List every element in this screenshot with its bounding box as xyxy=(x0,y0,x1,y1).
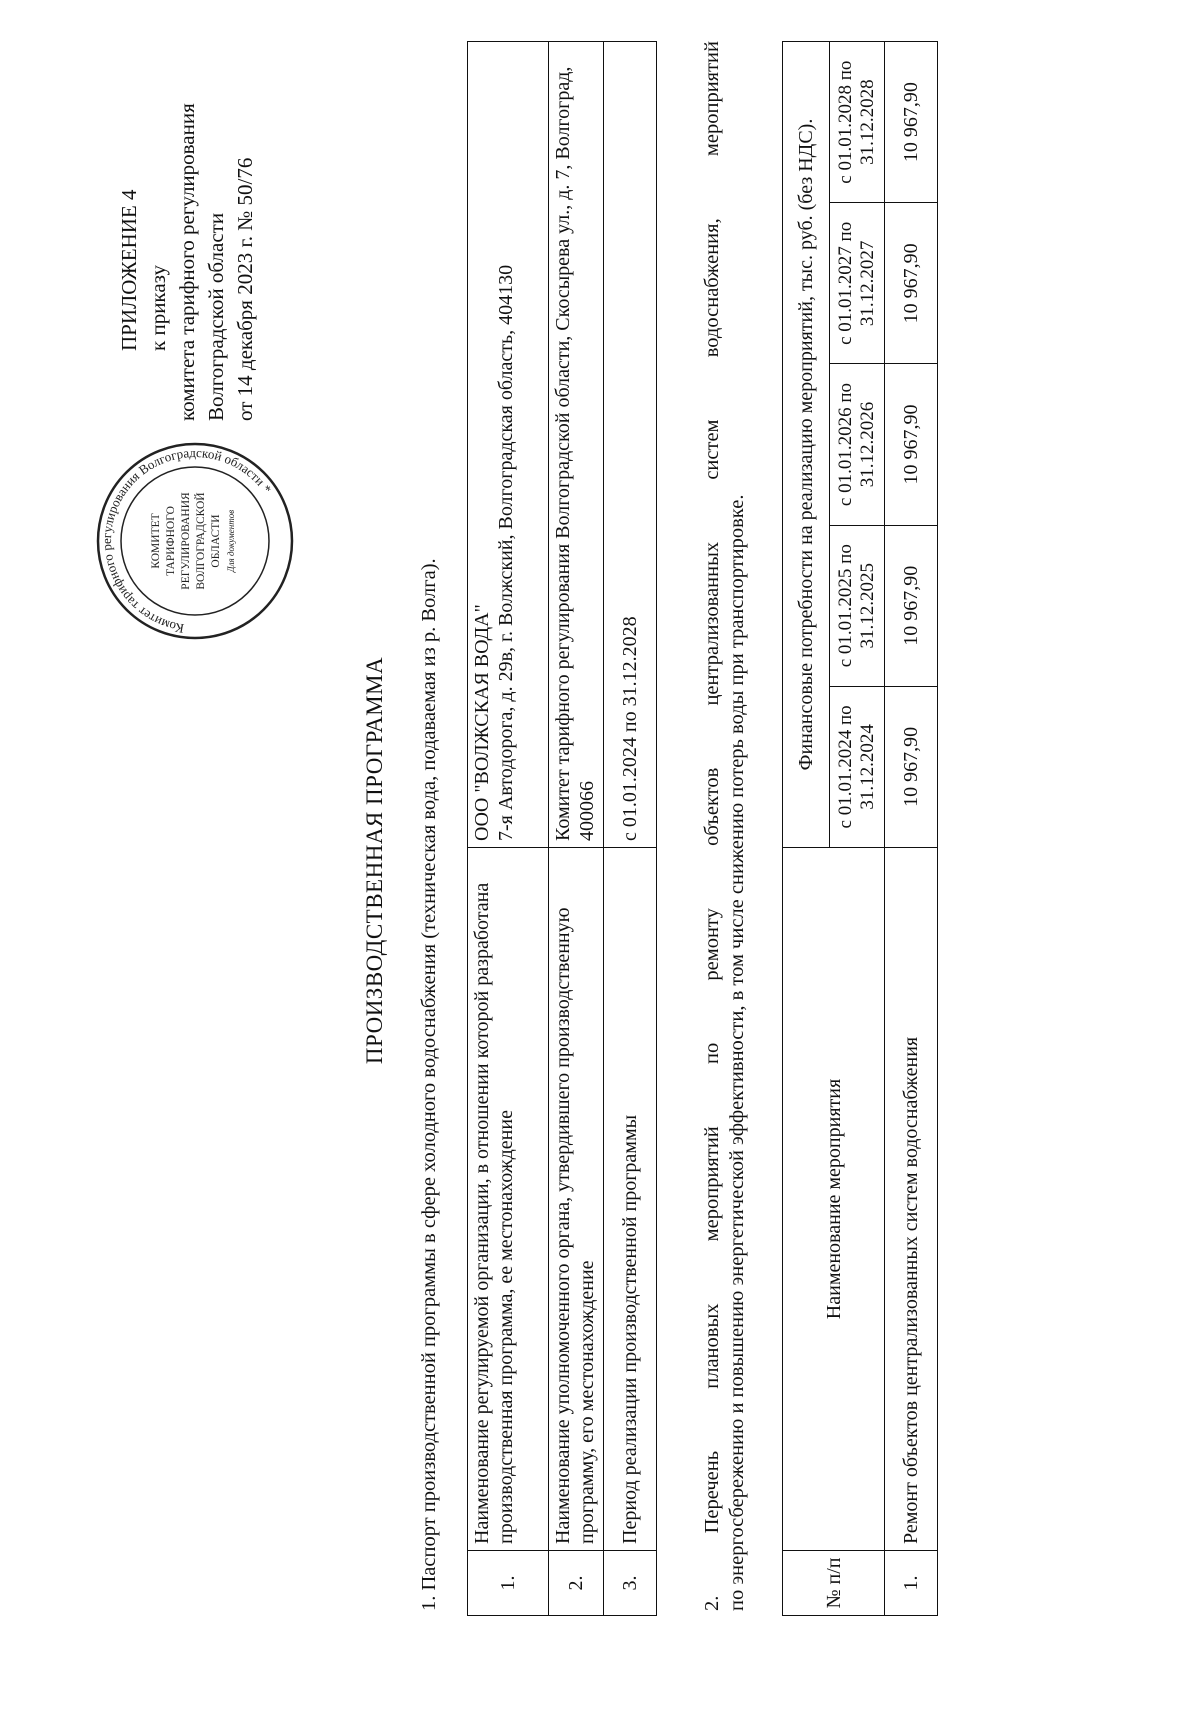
section2-heading xyxy=(700,41,750,1611)
col-header-financial: Финансовые потребности на реализацию мероприятий, тыс. руб. (без НДС). xyxy=(783,42,830,848)
row-number: 2. xyxy=(549,1551,604,1616)
appendix-region: Волгоградской области xyxy=(204,212,228,421)
col-header-period: с 01.01.2028 по 31.12.2028 xyxy=(830,42,885,203)
row-label: Наименование уполномоченного органа, утвердившего производственную программу, его местонахождение xyxy=(549,848,604,1551)
appendix-header xyxy=(115,21,260,421)
stamp-center-text: Для документов xyxy=(226,509,236,573)
row-value: с 01.01.2024 по 31.12.2028 xyxy=(604,42,657,848)
row-value: 10 967,90 xyxy=(885,203,938,364)
col-header-period: с 01.01.2027 по 31.12.2027 xyxy=(830,203,885,364)
row-value xyxy=(468,42,549,848)
row-value: Комитет тарифного регулирования Волгоградской области, Скосырева ул., д. 7, Волгоград, 400066 xyxy=(549,42,604,848)
stamp-inner-text: КОМИТЕТ ТАРИФНОГО РЕГУЛИРОВАНИЯ ВОЛГОГРАДСКОЙ ОБЛАСТИ xyxy=(150,492,222,590)
row-value: 10 967,90 xyxy=(885,42,938,203)
col-header-name: Наименование мероприятия xyxy=(783,848,885,1551)
official-stamp xyxy=(95,441,295,641)
financial-table xyxy=(782,41,938,1616)
row-activity-name: Ремонт объектов централизованных систем водоснабжения xyxy=(885,848,938,1551)
row-number: 3. xyxy=(604,1551,657,1616)
row-value: 10 967,90 xyxy=(885,525,938,686)
section2-heading-line: 2. Перечень плановых мероприятий по ремонту объектов централизованных систем водоснабжения, мероприятий xyxy=(701,41,723,1611)
row-value-line: ООО "ВОЛЖСКАЯ ВОДА" xyxy=(471,604,493,841)
col-header-period: с 01.01.2025 по 31.12.2025 xyxy=(830,525,885,686)
table-header-row xyxy=(783,42,830,1616)
appendix-order-ref: к приказу xyxy=(146,265,170,351)
page-title: ПРОИЗВОДСТВЕННАЯ ПРОГРАММА xyxy=(362,656,387,1065)
col-header-number: № п/п xyxy=(783,1551,885,1616)
col-header-period: с 01.01.2024 по 31.12.2024 xyxy=(830,686,885,847)
appendix-date: от 14 декабря 2023 г. № 50/76 xyxy=(233,157,257,421)
row-value-line: 7-я Автодорога, д. 29в, г. Волжский, Волгоградская область, 404130 xyxy=(495,264,517,841)
stamp-outer-text: Комитет тарифного регулирования Волгоградской области * xyxy=(98,444,275,637)
row-number: 1. xyxy=(885,1551,938,1616)
passport-table xyxy=(467,41,657,1616)
section2-heading-line: по энергосбережению и повышению энергетической эффективности, в том числе снижению потерь воды при транспортировке. xyxy=(726,494,748,1611)
row-value: 10 967,90 xyxy=(885,364,938,525)
row-value: 10 967,90 xyxy=(885,686,938,847)
table-row xyxy=(549,42,604,1616)
section1-heading: 1. Паспорт производственной программы в сфере холодного водоснабжения (техническая вода, подаваемая из р. Волга). xyxy=(418,558,440,1611)
row-number: 1. xyxy=(468,1551,549,1616)
row-label: Период реализации производственной программы xyxy=(604,848,657,1551)
appendix-committee: комитета тарифного регулирования xyxy=(175,103,199,421)
appendix-number: ПРИЛОЖЕНИЕ 4 xyxy=(117,189,141,351)
col-header-period: с 01.01.2026 по 31.12.2026 xyxy=(830,364,885,525)
table-row xyxy=(604,42,657,1616)
table-row xyxy=(468,42,549,1616)
table-row xyxy=(885,42,938,1616)
row-label: Наименование регулируемой организации, в отношении которой разработана производственная программа, ее местонахождение xyxy=(468,848,549,1551)
